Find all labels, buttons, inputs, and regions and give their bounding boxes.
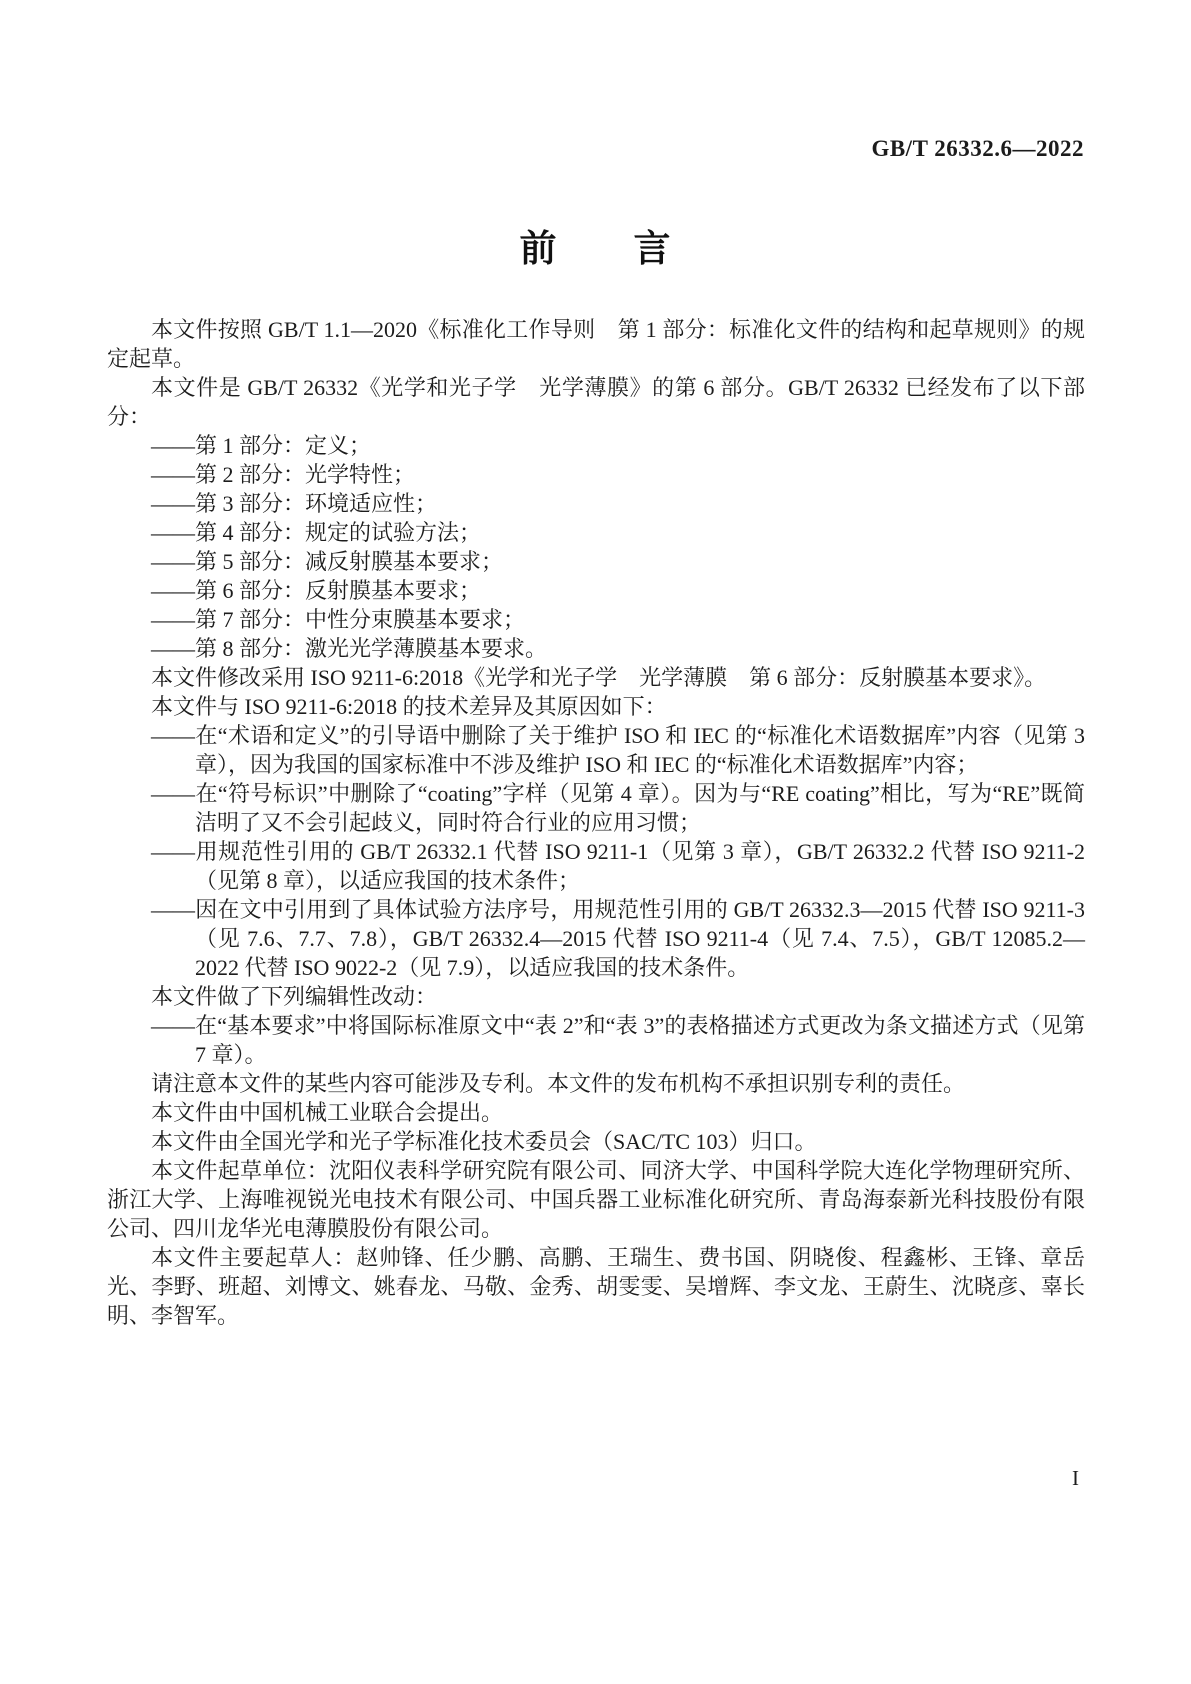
paragraph: 本文件修改采用 ISO 9211-6:2018《光学和光子学 光学薄膜 第 6 部分：反射膜基本要求》。 [151,665,1047,690]
list-item: ——因在文中引用到了具体试验方法序号，用规范性引用的 GB/T 26332.3—2015 代替 ISO 9211-3（见 7.6、7.7、7.8），GB/T 26332.4—2015 代替 ISO 9211-4（见 7.4、7.5），GB/T 12085.2—2022 代替 ISO 9022-2（见 7.9），以适应我国的技术条件。 [151,897,1085,980]
list-item: ——第 8 部分：激光光学薄膜基本要求。 [151,636,548,661]
paragraph: 本文件由中国机械工业联合会提出。 [151,1100,504,1125]
paragraph: 本文件与 ISO 9211-6:2018 的技术差异及其原因如下： [151,694,667,719]
list-item: ——第 5 部分：减反射膜基本要求； [151,549,504,574]
doc-number: GB/T 26332.6—2022 [871,136,1084,161]
list-item: ——第 1 部分：定义； [151,433,372,458]
paragraph: 请注意本文件的某些内容可能涉及专利。本文件的发布机构不承担识别专利的责任。 [151,1071,966,1096]
paragraph: 本文件主要起草人：赵帅锋、任少鹏、高鹏、王瑞生、费书国、阴晓俊、程鑫彬、王锋、章岳光、李野、班超、刘博文、姚春龙、马敬、金秀、胡雯雯、吴增辉、李文龙、王蔚生、沈晓彦、辜长明、李智军。 [107,1245,1085,1328]
foreword-content [107,315,1085,1330]
list-item: ——在“符号标识”中删除了“coating”字样（见第 4 章）。因为与“RE coating”相比，写为“RE”既简洁明了又不会引起歧义，同时符合行业的应用习惯； [151,781,1085,835]
list-item: ——第 2 部分：光学特性； [151,462,416,487]
list-item: ——在“基本要求”中将国际标准原文中“表 2”和“表 3”的表格描述方式更改为条文描述方式（见第 7 章）。 [151,1013,1085,1067]
list-item: ——第 7 部分：中性分束膜基本要求； [151,607,526,632]
paragraph: 本文件按照 GB/T 1.1—2020《标准化工作导则 第 1 部分：标准化文件的结构和起草规则》的规定起草。 [107,317,1085,371]
list-item: ——第 6 部分：反射膜基本要求； [151,578,482,603]
list-item: ——在“术语和定义”的引导语中删除了关于维护 ISO 和 IEC 的“标准化术语数据库”内容（见第 3 章），因为我国的国家标准中不涉及维护 ISO 和 IEC 的“标准化术语数据库”内容； [151,723,1085,777]
page-number: I [1072,1466,1079,1490]
list-item: ——用规范性引用的 GB/T 26332.1 代替 ISO 9211-1（见第 3 章），GB/T 26332.2 代替 ISO 9211-2（见第 8 章），以适应我国的技术条件； [151,839,1085,893]
paragraph: 本文件起草单位：沈阳仪表科学研究院有限公司、同济大学、中国科学院大连化学物理研究所、浙江大学、上海唯视锐光电技术有限公司、中国兵器工业标准化研究所、青岛海泰新光科技股份有限公司、四川龙华光电薄膜股份有限公司。 [107,1158,1085,1241]
paragraph: 本文件做了下列编辑性改动： [151,984,438,1009]
paragraph: 本文件由全国光学和光子学标准化技术委员会（SAC/TC 103）归口。 [151,1129,817,1154]
page-title: 前 言 [519,228,672,269]
paragraph: 本文件是 GB/T 26332《光学和光子学 光学薄膜》的第 6 部分。GB/T 26332 已经发布了以下部分： [107,375,1085,429]
list-item: ——第 3 部分：环境适应性； [151,491,438,516]
list-item: ——第 4 部分：规定的试验方法； [151,520,482,545]
